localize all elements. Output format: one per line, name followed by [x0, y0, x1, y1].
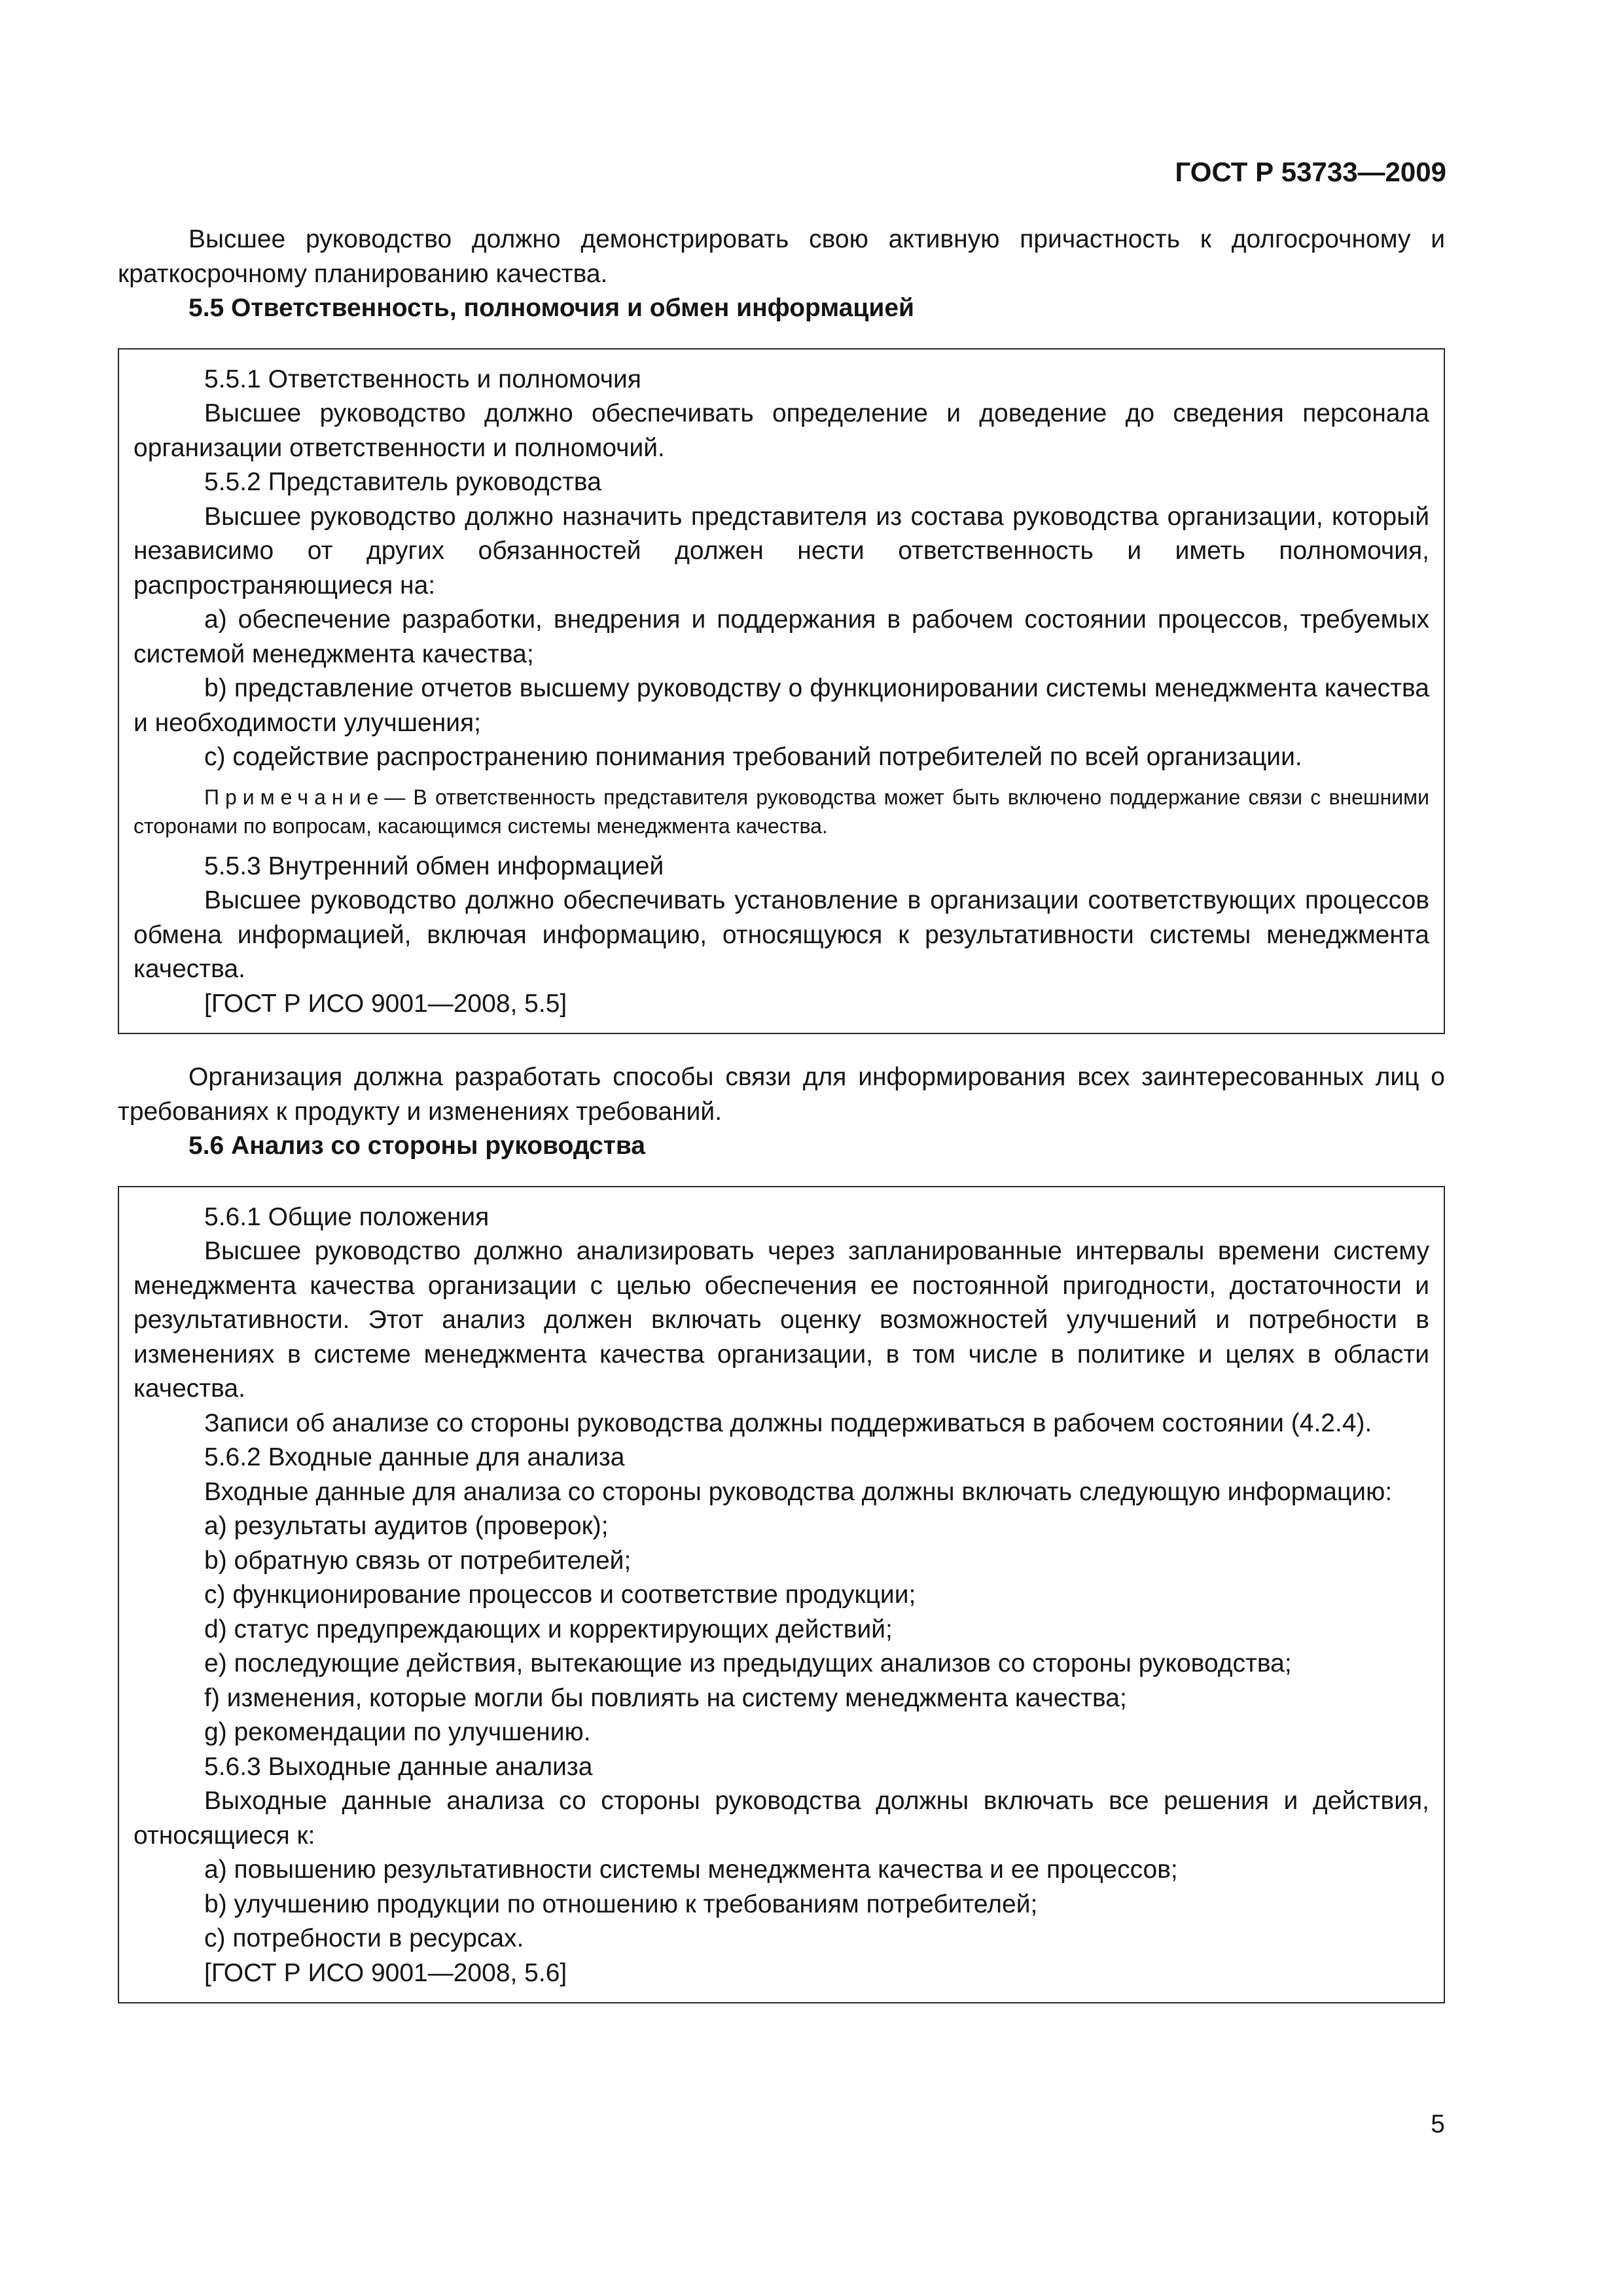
- list-item: a) результаты аудитов (проверок);: [204, 1512, 609, 1540]
- page-content: [118, 223, 1445, 2003]
- subsection-5-6-2-text: Входные данные для анализа со стороны руководства должны включать следующую информацию:: [204, 1477, 1393, 1506]
- note: [134, 783, 1429, 840]
- list-item: b) обратную связь от потребителей;: [204, 1546, 632, 1575]
- subsection-5-6-3-title: 5.6.3 Выходные данные анализа: [204, 1752, 593, 1781]
- note-label: Примечание: [204, 785, 385, 809]
- list-item: e) последующие действия, вытекающие из предыдущих анализов со стороны руководства;: [204, 1649, 1292, 1677]
- list-item: c) потребности в ресурсах.: [204, 1924, 524, 1952]
- subsection-5-6-1-title: 5.6.1 Общие положения: [204, 1202, 490, 1231]
- list-item: b) представление отчетов высшему руководству о функционировании системы менеджмента качества и необходимости улучшения;: [134, 674, 1429, 737]
- subsection-5-5-1-title: 5.5.1 Ответственность и полномочия: [204, 365, 641, 393]
- note-text: — В ответственность представителя руководства может быть включено поддержание связи с внешними сторонами по вопросам, касающимся системы менеджмента качества.: [134, 785, 1429, 838]
- reference-citation: [ГОСТ Р ИСО 9001—2008, 5.6]: [204, 1958, 567, 1987]
- subsection-5-5-3-text: Высшее руководство должно обеспечивать установление в организации соответствующих процессов обмена информацией, включая информацию, относящуюся к результативности системы менеджмента качества.: [134, 886, 1429, 983]
- list-item: c) функционирование процессов и соответствие продукции;: [204, 1581, 916, 1609]
- section-5-5-heading: 5.5 Ответственность, полномочия и обмен информацией: [188, 294, 915, 322]
- subsection-5-6-2-title: 5.6.2 Входные данные для анализа: [204, 1443, 625, 1471]
- section-5-6-heading: 5.6 Анализ со стороны руководства: [188, 1132, 646, 1160]
- section-5-6-box: [118, 1186, 1445, 2004]
- subsection-5-6-1-text: Высшее руководство должно анализировать через запланированные интервалы времени систему менеджмента качества организации с целью обеспечения ее постоянной пригодности, достаточности и результативности. Этот анализ должен включать оценку возможностей улучшений и потребности в изменениях в системе менеджмента качества организации, в том числе в политике и целях в области качества.: [134, 1237, 1429, 1403]
- subsection-5-6-3-text: Выходные данные анализа со стороны руководства должны включать все решения и действия, относящиеся к:: [134, 1787, 1429, 1850]
- list-item: a) обеспечение разработки, внедрения и поддержания в рабочем состоянии процессов, требуемых системой менеджмента качества;: [134, 605, 1429, 668]
- list-item: f) изменения, которые могли бы повлиять на систему менеджмента качества;: [204, 1683, 1127, 1712]
- subsection-5-5-2-title: 5.5.2 Представитель руководства: [204, 468, 601, 496]
- list-item: d) статус предупреждающих и корректирующих действий;: [204, 1615, 893, 1643]
- subsection-5-6-1-records: Записи об анализе со стороны руководства должны поддерживаться в рабочем состоянии (4.2.4).: [204, 1408, 1372, 1437]
- subsection-5-5-3-title: 5.5.3 Внутренний обмен информацией: [204, 852, 664, 880]
- list-item: g) рекомендации по улучшению.: [204, 1718, 591, 1746]
- subsection-5-5-1-text: Высшее руководство должно обеспечивать определение и доведение до сведения персонала организации ответственности и полномочий.: [134, 399, 1429, 462]
- list-item: b) улучшению продукции по отношению к требованиям потребителей;: [204, 1890, 1038, 1918]
- page-number: 5: [1431, 2110, 1445, 2138]
- subsection-5-5-2-text: Высшее руководство должно назначить представителя из состава руководства организации, который независимо от других обязанностей должен нести ответственность и иметь полномочия, распространяющиеся на:: [134, 502, 1429, 600]
- section-5-5-box: [118, 348, 1445, 1035]
- list-item: c) содействие распространению понимания требований потребителей по всей организации.: [204, 743, 1302, 771]
- between-paragraph: Организация должна разработать способы связи для информирования всех заинтересованных лиц о требованиях к продукту и изменениях требований.: [118, 1063, 1445, 1126]
- intro-paragraph: Высшее руководство должно демонстрировать свою активную причастность к долгосрочному и краткосрочному планированию качества.: [118, 225, 1445, 288]
- reference-citation: [ГОСТ Р ИСО 9001—2008, 5.5]: [204, 989, 567, 1018]
- document-number: ГОСТ Р 53733—2009: [1175, 156, 1446, 187]
- list-item: a) повышению результативности системы менеджмента качества и ее процессов;: [204, 1856, 1178, 1884]
